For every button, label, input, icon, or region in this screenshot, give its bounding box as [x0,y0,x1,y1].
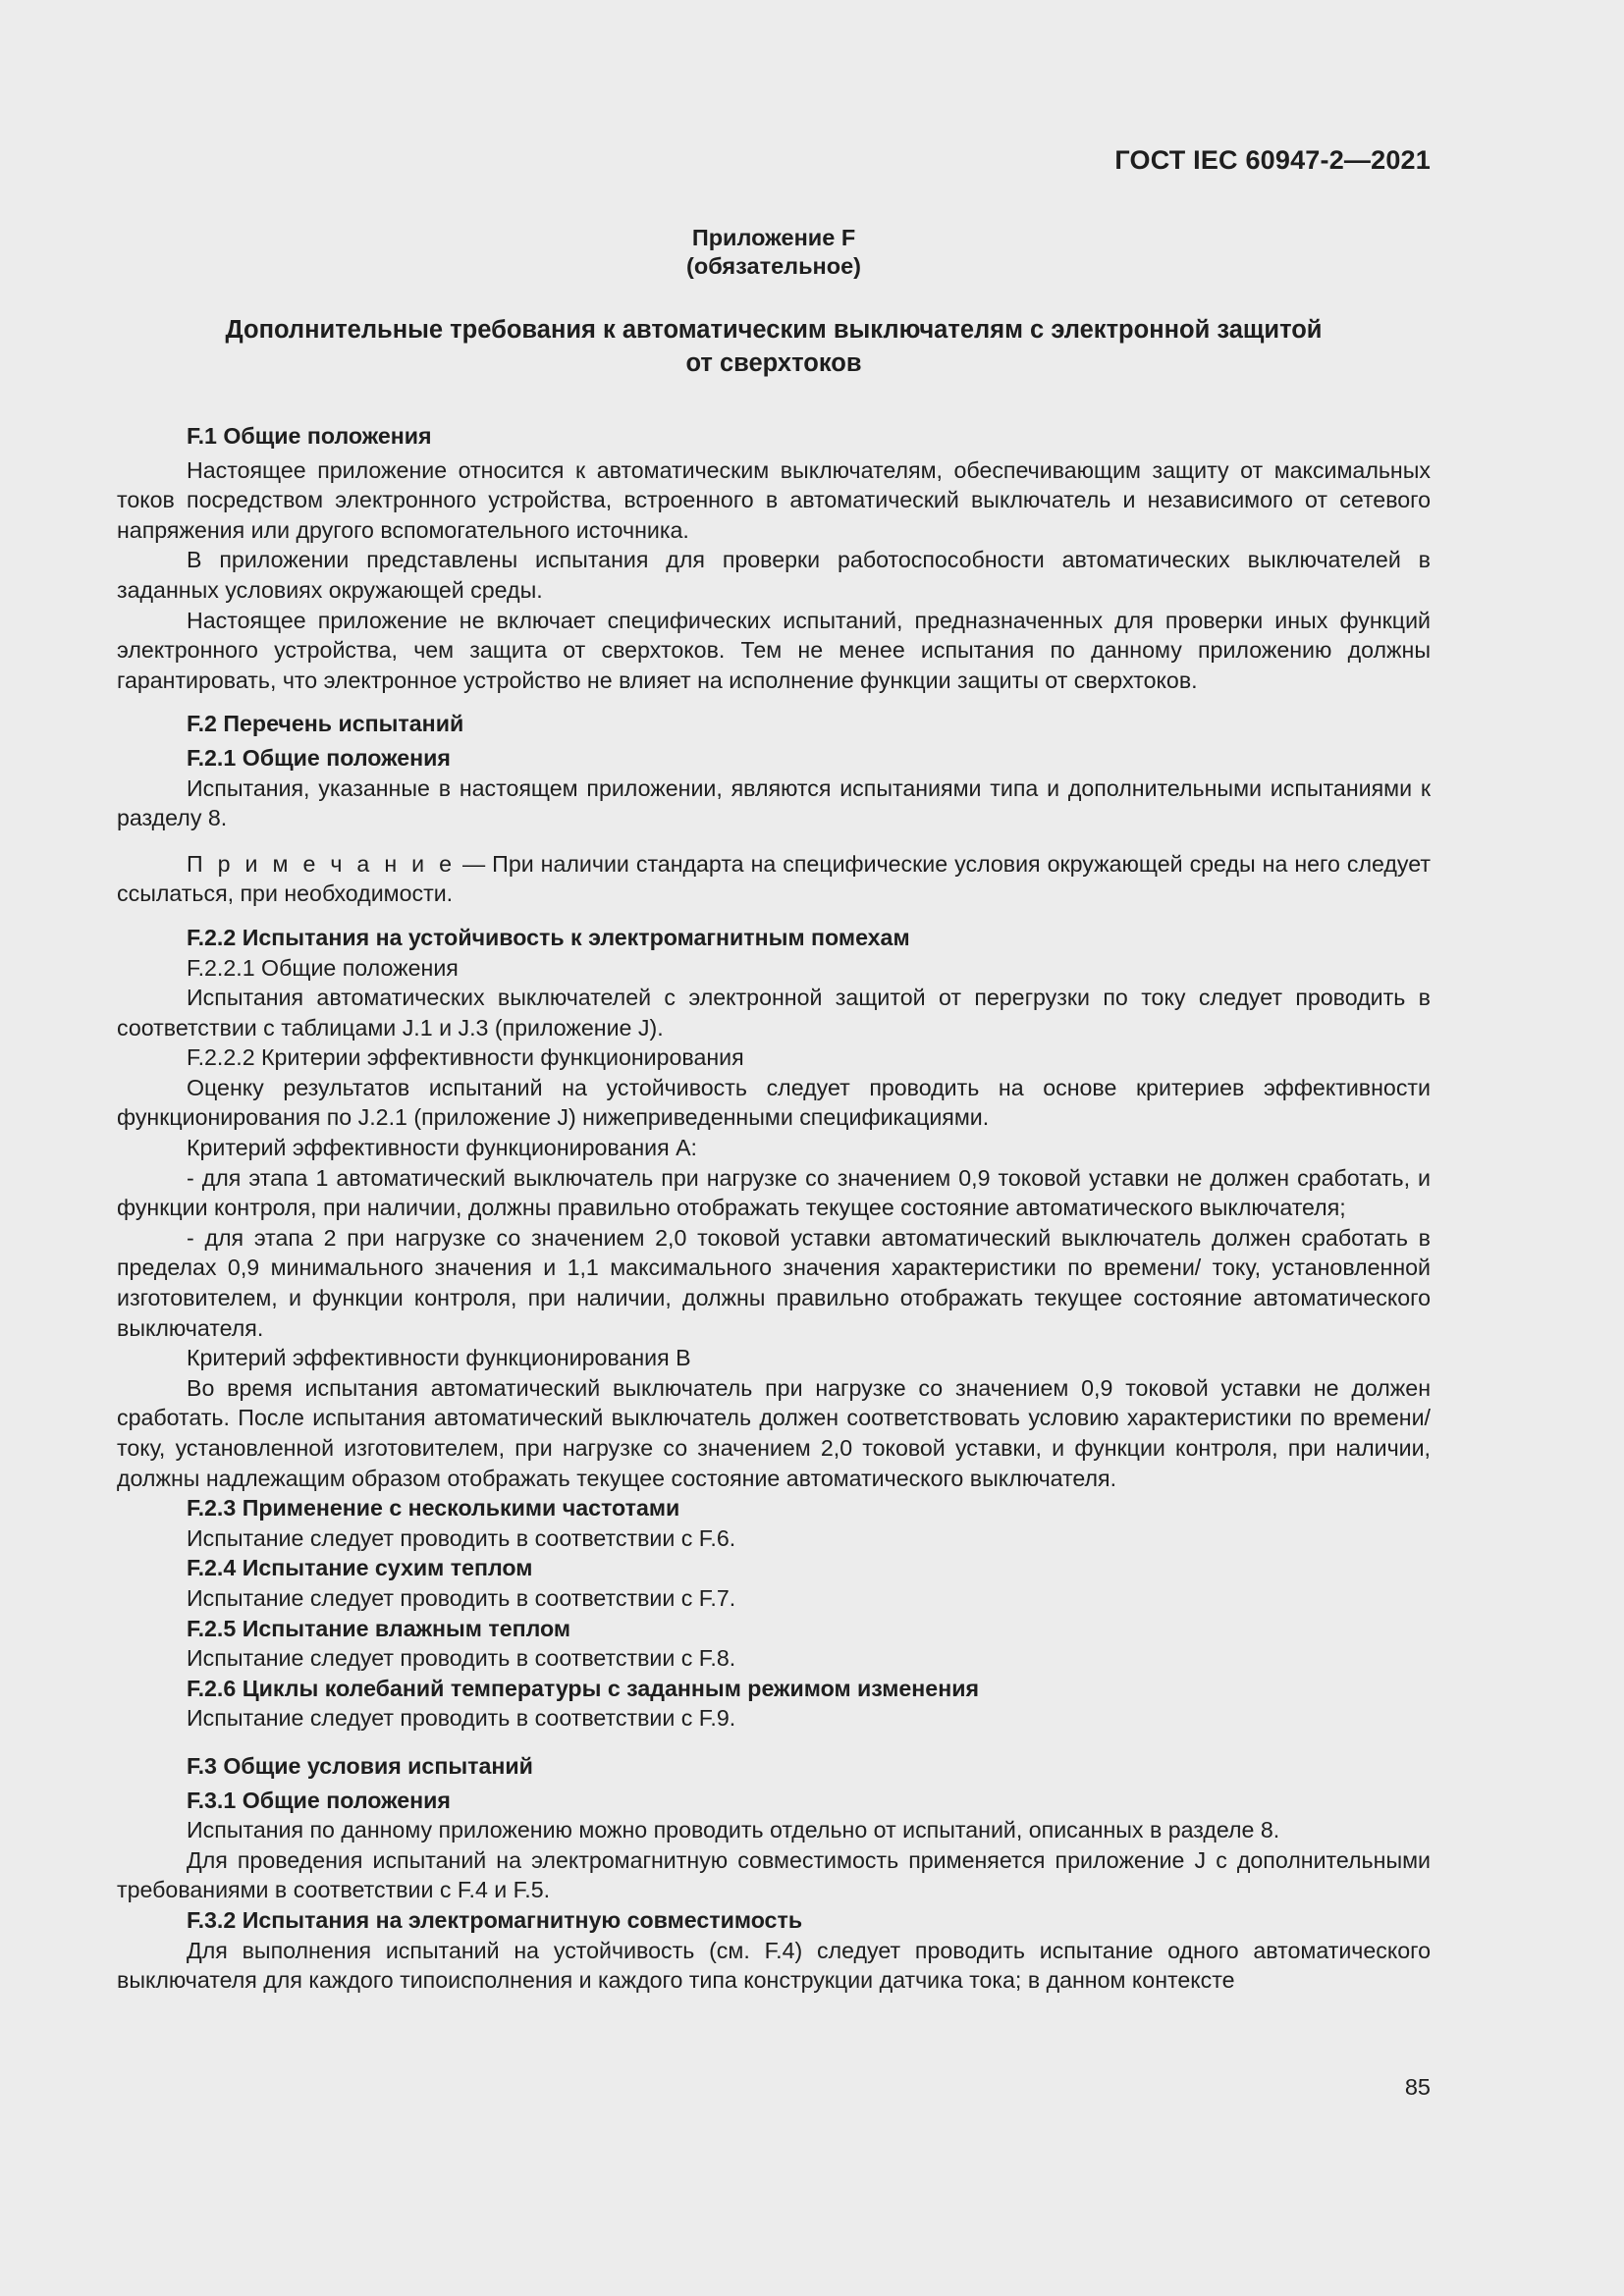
criterion-a-item-2: - для этапа 2 при нагрузке со значением 2,0 токовой уставки автоматический выключатель должен сработать в пределах 0,9 минимального значения и 1,1 максимального значения характеристики по времени/ току, установленной изготовителем, и функции контроля, при наличии, должны правильно отображать текущее состояние автоматического выключателя. [117,1224,1431,1341]
criterion-a-heading: Критерий эффективности функционирования А: [187,1135,697,1161]
section-f31-paragraph-1: Испытания по данному приложению можно проводить отдельно от испытаний, описанных в разделе 8. [187,1817,1280,1843]
section-f221-heading: F.2.2.1 Общие положения [187,954,459,981]
section-f1-paragraph-3: Настоящее приложение не включает специфических испытаний, предназначенных для проверки иных функций электронного устройства, чем защита от сверхтоков. Тем не менее испытания по данному приложению должны гарантировать, что электронное устройство не влияет на исполнение функции защиты от сверхтоков. [117,607,1431,693]
section-f21-paragraph-1: Испытания, указанные в настоящем приложении, являются испытаниями типа и дополнительными испытаниями к разделу 8. [117,774,1431,831]
criterion-b-paragraph-1: Во время испытания автоматический выключатель при нагрузке со значением 0,9 токовой уставки не должен сработать. После испытания автоматический выключатель должен соответствовать условию характеристики по времени/току, установленной изготовителем, при нагрузке со значением 2,0 токовой уставки, и функции контроля, при наличии, должны надлежащим образом отображать текущее состояние автоматического выключателя. [117,1374,1431,1491]
section-f22-heading: F.2.2 Испытания на устойчивость к электромагнитным помехам [187,924,910,950]
appendix-title-line2: от сверхтоков [685,349,862,377]
section-f26-paragraph-1: Испытание следует проводить в соответствии с F.9. [187,1705,736,1732]
document-body [117,224,1431,1996]
section-f26-heading: F.2.6 Циклы колебаний температуры с заданным режимом изменения [187,1675,979,1701]
page-number: 85 [1404,2074,1431,2100]
note [117,849,1431,909]
section-f23-paragraph-1: Испытание следует проводить в соответствии с F.6. [187,1524,736,1551]
appendix-title-line1: Дополнительные требования к автоматическим выключателям с электронной защитой [225,316,1323,344]
section-f32-paragraph-1: Для выполнения испытаний на устойчивость (см. F.4) следует проводить испытание одного автоматического выключателя для каждого типоисполнения и каждого типа конструкции датчика тока; в данном контексте [117,1937,1431,1994]
note-label: П р и м е ч а н и е [187,850,456,877]
section-f21-heading: F.2.1 Общие положения [187,744,451,771]
section-f24-heading: F.2.4 Испытание сухим теплом [187,1555,533,1581]
section-f31-paragraph-2: Для проведения испытаний на электромагнитную совместимость применяется приложение J с дополнительными требованиями в соответствии с F.4 и F.5. [117,1846,1431,1903]
section-f1-paragraph-1: Настоящее приложение относится к автоматическим выключателям, обеспечивающим защиту от максимальных токов посредством электронного устройства, встроенного в автоматический выключатель и независимого от сетевого напряжения или другого вспомогательного источника. [117,456,1431,543]
section-f25-paragraph-1: Испытание следует проводить в соответствии с F.8. [187,1645,736,1672]
section-f25-heading: F.2.5 Испытание влажным теплом [187,1615,571,1641]
section-f2-heading: F.2 Перечень испытаний [187,711,464,737]
document-id: ГОСТ IEC 60947-2—2021 [1114,145,1431,175]
section-f222-paragraph-1: Оценку результатов испытаний на устойчивость следует проводить на основе критериев эффективности функционирования по J.2.1 (приложение J) нижеприведенными спецификациями. [117,1074,1431,1131]
section-f24-paragraph-1: Испытание следует проводить в соответствии с F.7. [187,1584,736,1611]
appendix-title [117,313,1431,380]
section-f23-heading: F.2.3 Применение с несколькими частотами [187,1495,680,1522]
section-f3-heading: F.3 Общие условия испытаний [187,1752,533,1779]
appendix-label: Приложение F [691,225,856,250]
section-f1-heading: F.1 Общие положения [187,423,432,449]
section-f222-heading: F.2.2.2 Критерии эффективности функционирования [187,1044,744,1071]
section-f1-paragraph-2: В приложении представлены испытания для проверки работоспособности автоматических выключателей в заданных условиях окружающей среды. [117,547,1431,603]
note-text: — При наличии стандарта на специфические условия окружающей среды на него следует ссылаться, при необходимости. [117,850,1432,907]
criterion-a-item-1: - для этапа 1 автоматический выключатель при нагрузке со значением 0,9 токовой уставки не должен сработать, и функции контроля, при наличии, должны правильно отображать текущее состояние автоматического выключателя; [117,1164,1431,1221]
section-f221-paragraph-1: Испытания автоматических выключателей с электронной защитой от перегрузки по току следует проводить в соответствии с таблицами J.1 и J.3 (приложение J). [117,985,1431,1041]
section-f31-heading: F.3.1 Общие положения [187,1787,451,1813]
appendix-status: (обязательное) [686,253,861,279]
criterion-b-heading: Критерий эффективности функционирования В [187,1345,691,1371]
section-f32-heading: F.3.2 Испытания на электромагнитную совместимость [187,1906,803,1933]
